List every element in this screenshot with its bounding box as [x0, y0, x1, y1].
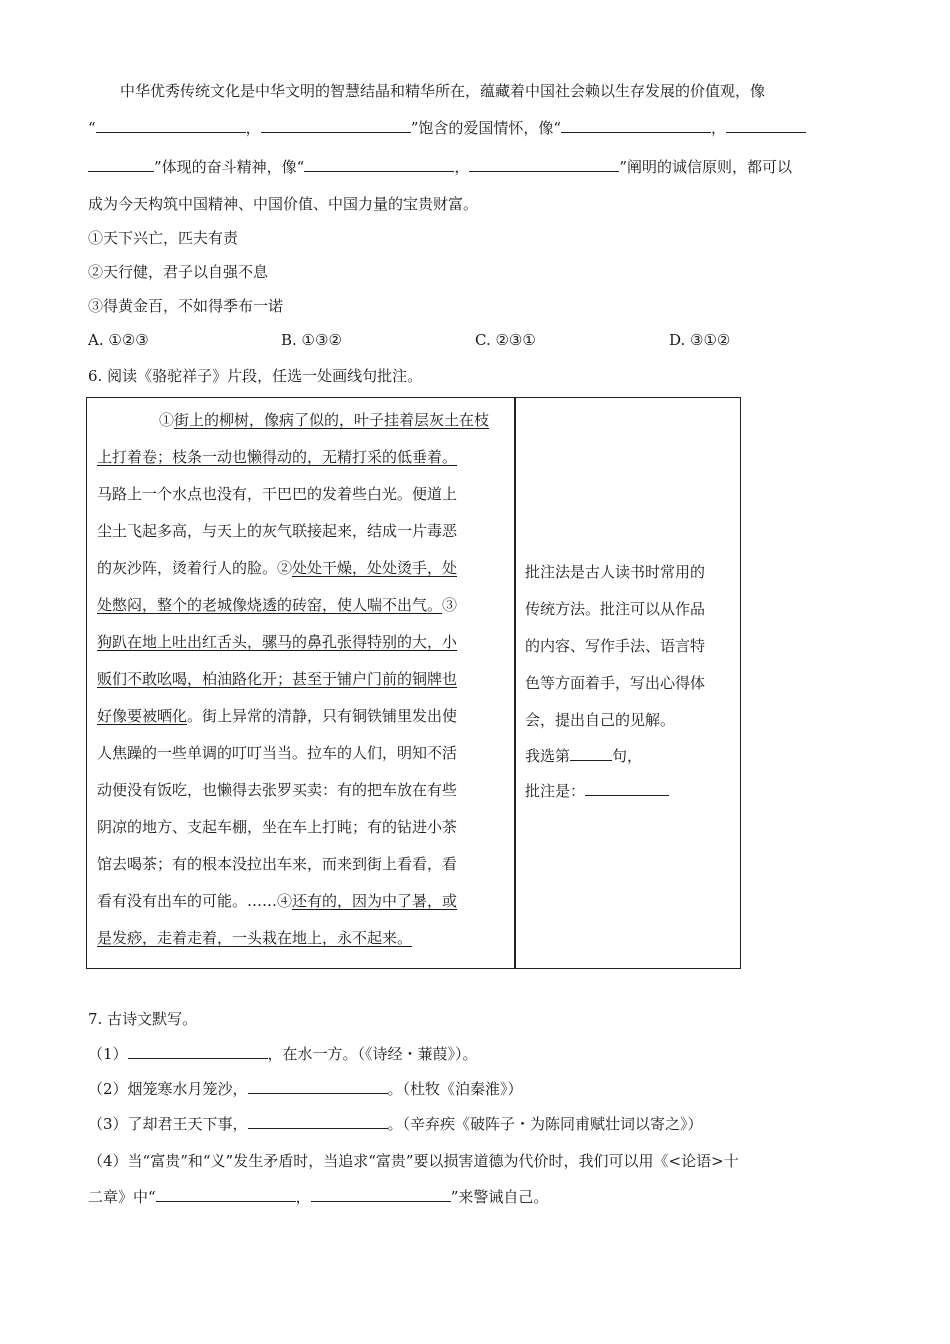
- underlined-sentence-3[interactable]: 狗趴在地上吐出红舌头，骡马的鼻孔张得特别的大，小: [97, 633, 458, 651]
- passage-line: 好像要被晒化。街上异常的清静，只有铜铁铺里发出使: [97, 707, 458, 725]
- answer-blank[interactable]: [88, 157, 154, 172]
- passage-line: 动便没有饭吃，也懒得去张罗买卖：有的把车放在有些: [97, 781, 458, 799]
- annotation-instruction: 会，提出自己的见解。: [525, 711, 676, 729]
- passage-line: ①街上的柳树，像病了似的，叶子挂着层灰土在枝: [159, 411, 490, 429]
- option-a[interactable]: A. ①②③: [88, 331, 149, 349]
- sentence-number-blank[interactable]: [570, 746, 612, 761]
- answer-blank[interactable]: [248, 1079, 388, 1094]
- q6-title: 6. 阅读《骆驼祥子》片段，任选一处画线句批注。: [88, 367, 423, 385]
- q5-paragraph-line-1: 中华优秀传统文化是中华文明的智慧结晶和精华所在，蕴藏着中国社会赖以生存发展的价值观，像: [120, 82, 766, 100]
- passage-line: 处憋闷，整个的老城像烧透的砖窑，使人喘不出气。③: [97, 596, 458, 614]
- annotation-blank[interactable]: [585, 781, 669, 796]
- answer-blank[interactable]: [261, 118, 411, 133]
- q5-item-3: ③得黄金百，不如得季布一诺: [88, 297, 284, 315]
- passage-line: 的灰沙阵，烫着行人的脸。②处处干燥，处处烫手，处: [97, 559, 458, 577]
- q5-item-1: ①天下兴亡，匹夫有责: [88, 229, 239, 247]
- passage-line: 人焦躁的一些单调的叮叮当当。拉车的人们，明知不活: [97, 744, 458, 762]
- q7-line-3: （3）了却君王天下事， 。（辛弃疾《破阵子・为陈同甫赋壮词以寄之》）: [88, 1115, 703, 1133]
- underlined-sentence-2-cont[interactable]: 处憋闷，整个的老城像烧透的砖窑，使人喘不出气。: [97, 596, 443, 614]
- q7-line-2: （2）烟笼寒水月笼沙， 。（杜牧《泊秦淮》）: [88, 1080, 523, 1098]
- passage-line: 马路上一个水点也没有，干巴巴的发着些白光。便道上: [97, 485, 458, 503]
- table-divider: [514, 398, 516, 968]
- underlined-sentence-2[interactable]: 处处干燥，处处烫手，处: [292, 559, 458, 577]
- answer-blank[interactable]: [469, 157, 619, 172]
- answer-blank[interactable]: [726, 118, 806, 133]
- annotation-instruction: 的内容、写作手法、语言特: [525, 637, 706, 655]
- q5-paragraph-line-2: “ ， ”饱含的爱国情怀，像“ ，: [88, 118, 806, 138]
- q5-paragraph-line-3: ”体现的奋斗精神，像“ ， ”阐明的诚信原则，都可以: [88, 157, 792, 177]
- q7-line-5: 二章》中“ ， ”来警诫自己。: [88, 1188, 549, 1206]
- answer-blank[interactable]: [311, 1187, 451, 1202]
- q5-item-2: ②天行健，君子以自强不息: [88, 263, 269, 281]
- answer-blank[interactable]: [561, 118, 711, 133]
- passage-line: 看有没有出车的可能。……④还有的，因为中了暑，或: [97, 892, 458, 910]
- underlined-sentence-4-cont[interactable]: 是发痧，走着走着，一头栽在地上，永不起来。: [97, 929, 413, 947]
- q7-line-1: （1） ，在水一方。（《诗经・蒹葭》）。: [88, 1045, 478, 1063]
- q7-line-4: （4）当“富贵”和“义”发生矛盾时，当追求“富贵”要以损害道德为代价时，我们可以用《<论语>十: [88, 1152, 739, 1170]
- annotation-instruction: 批注法是古人读书时常用的: [525, 563, 706, 581]
- underlined-sentence-3-end[interactable]: 好像要被晒化: [97, 707, 188, 725]
- annotation-instruction: 色等方面着手，写出心得体: [525, 674, 706, 692]
- option-d[interactable]: D. ③①②: [669, 331, 731, 349]
- q6-table: [86, 397, 741, 969]
- answer-blank[interactable]: [304, 157, 454, 172]
- choice-prompt: 我选第 句，: [525, 747, 643, 765]
- answer-blank[interactable]: [156, 1187, 296, 1202]
- passage-line: 阴凉的地方、支起车棚，坐在车上打盹；有的钻进小茶: [97, 818, 458, 836]
- q5-paragraph-line-4: 成为今天构筑中国精神、中国价值、中国力量的宝贵财富。: [88, 195, 479, 213]
- answer-blank[interactable]: [248, 1114, 388, 1129]
- annotation-instruction: 传统方法。批注可以从作品: [525, 600, 706, 618]
- option-c[interactable]: C. ②③①: [475, 331, 536, 349]
- annotation-prompt: 批注是：: [525, 781, 669, 801]
- passage-line: 尘土飞起多高，与天上的灰气联接起来，结成一片毒恶: [97, 522, 458, 540]
- q7-title: 7. 古诗文默写。: [88, 1010, 198, 1028]
- underlined-sentence-4[interactable]: 还有的，因为中了暑，或: [292, 892, 458, 910]
- underlined-sentence-3-cont[interactable]: 贩们不敢吆喝，柏油路化开；甚至于铺户门前的铜牌也: [97, 670, 458, 688]
- passage-line: 馆去喝茶；有的根本没拉出车来，而来到街上看看，看: [97, 855, 458, 873]
- underlined-sentence-1[interactable]: 街上的柳树，像病了似的，叶子挂着层灰土在枝: [174, 411, 490, 429]
- answer-blank[interactable]: [128, 1044, 268, 1059]
- underlined-sentence-1-cont[interactable]: 上打着卷；枝条一动也懒得动的，无精打采的低垂着。: [97, 448, 458, 466]
- answer-blank[interactable]: [96, 118, 246, 133]
- option-b[interactable]: B. ①③②: [281, 331, 342, 349]
